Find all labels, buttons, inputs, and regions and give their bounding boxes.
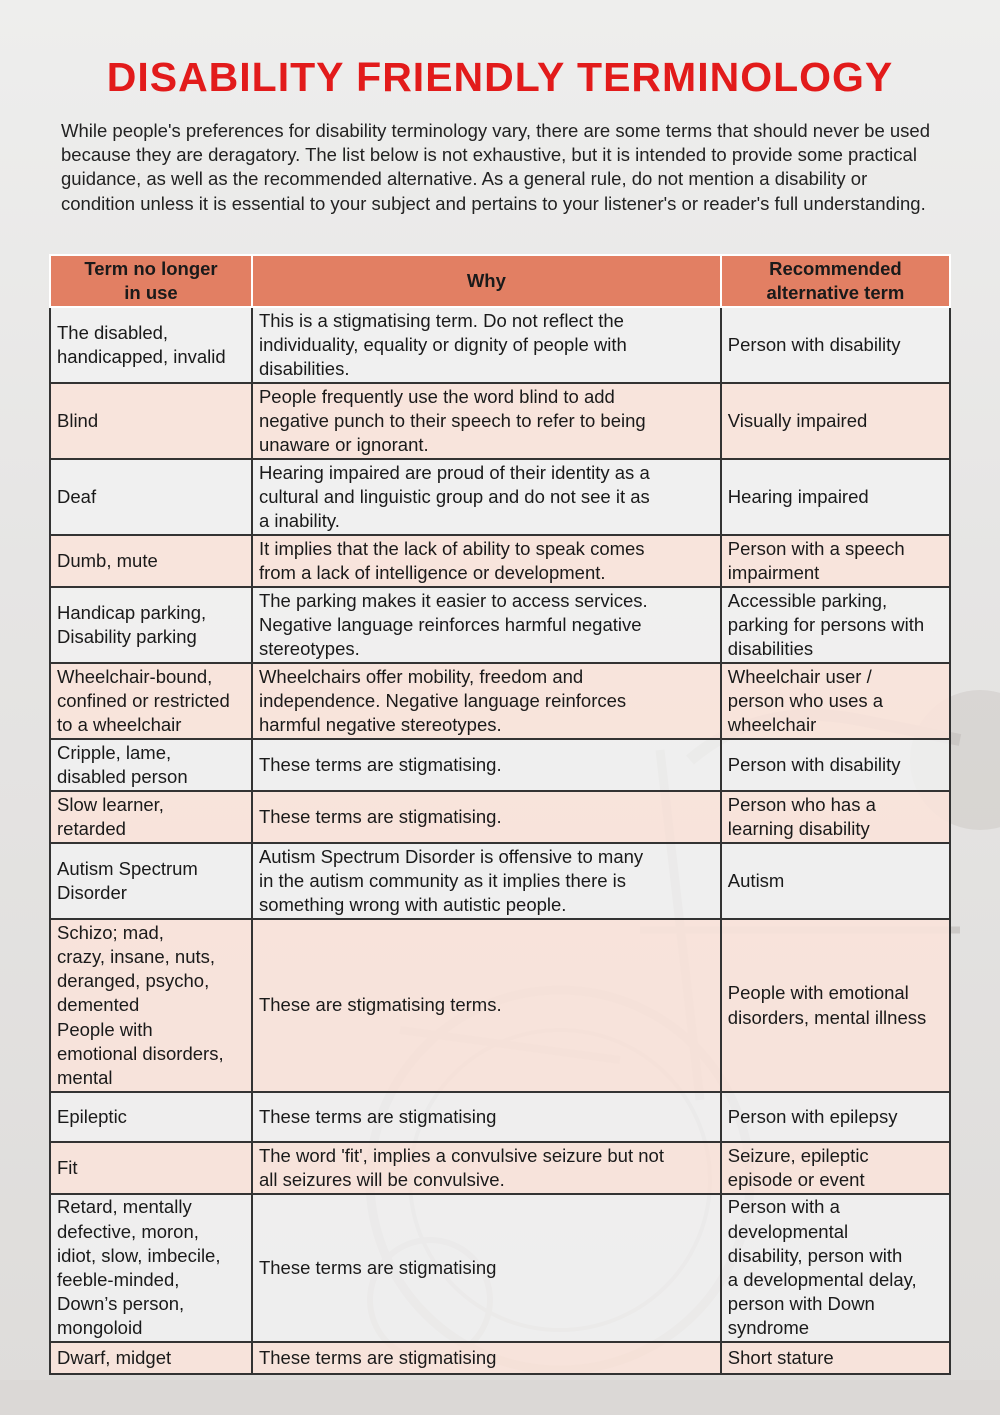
cell-term: Cripple, lame, disabled person — [50, 739, 252, 791]
table-row — [50, 1194, 950, 1342]
table-row — [50, 663, 950, 739]
table-row — [50, 1342, 950, 1374]
table-row — [50, 307, 950, 383]
cell-term: Wheelchair-bound, confined or restricted to a wheelchair — [50, 663, 252, 739]
header-term: Term no longer in use — [50, 255, 252, 307]
table-row — [50, 1092, 950, 1142]
table-row — [50, 1142, 950, 1194]
table-header-row — [50, 255, 950, 307]
cell-alternative: People with emotional disorders, mental illness — [721, 919, 950, 1092]
cell-term: Autism Spectrum Disorder — [50, 843, 252, 919]
table-row — [50, 587, 950, 663]
table-row — [50, 535, 950, 587]
cell-why: These terms are stigmatising. — [252, 791, 721, 843]
cell-why: These terms are stigmatising — [252, 1194, 721, 1342]
cell-alternative: Short stature — [721, 1342, 950, 1374]
cell-term: The disabled, handicapped, invalid — [50, 307, 252, 383]
cell-term: Slow learner, retarded — [50, 791, 252, 843]
cell-why: The word 'fit', implies a convulsive seizure but not all seizures will be convulsive. — [252, 1142, 721, 1194]
cell-alternative: Visually impaired — [721, 383, 950, 459]
cell-term: Deaf — [50, 459, 252, 535]
cell-why: These terms are stigmatising — [252, 1092, 721, 1142]
cell-why: It implies that the lack of ability to speak comes from a lack of intelligence or development. — [252, 535, 721, 587]
cell-why: The parking makes it easier to access services. Negative language reinforces harmful negative stereotypes. — [252, 587, 721, 663]
cell-alternative: Seizure, epileptic episode or event — [721, 1142, 950, 1194]
cell-why: This is a stigmatising term. Do not reflect the individuality, equality or dignity of people with disabilities. — [252, 307, 721, 383]
cell-alternative: Person with epilepsy — [721, 1092, 950, 1142]
header-why: Why — [252, 255, 721, 307]
cell-term: Dwarf, midget — [50, 1342, 252, 1374]
cell-alternative: Hearing impaired — [721, 459, 950, 535]
cell-term: Schizo; mad, crazy, insane, nuts, deranged, psycho, demented People with emotional disorders, mental — [50, 919, 252, 1092]
terminology-table — [49, 254, 951, 1375]
cell-alternative: Person with a developmental disability, person with a developmental delay, person with Down syndrome — [721, 1194, 950, 1342]
cell-why: These terms are stigmatising. — [252, 739, 721, 791]
cell-term: Handicap parking, Disability parking — [50, 587, 252, 663]
cell-why: These terms are stigmatising — [252, 1342, 721, 1374]
cell-why: People frequently use the word blind to add negative punch to their speech to refer to being unaware or ignorant. — [252, 383, 721, 459]
cell-alternative: Accessible parking, parking for persons with disabilities — [721, 587, 950, 663]
cell-term: Epileptic — [50, 1092, 252, 1142]
cell-term: Fit — [50, 1142, 252, 1194]
cell-alternative: Person with disability — [721, 739, 950, 791]
intro-paragraph: While people's preferences for disability terminology vary, there are some terms that should never be used because they are deragatory. The list below is not exhaustive, but it is intended to provide some practical guidance, as well as the recommended alternative. As a general rule, do not mention a disability or condition unless it is essential to your subject and pertains to your listener's or reader's full understanding. — [61, 120, 931, 214]
cell-why: These are stigmatising terms. — [252, 919, 721, 1092]
cell-alternative: Person with a speech impairment — [721, 535, 950, 587]
cell-term: Blind — [50, 383, 252, 459]
cell-alternative: Wheelchair user / person who uses a wheelchair — [721, 663, 950, 739]
table-row — [50, 843, 950, 919]
table-row — [50, 919, 950, 1092]
page-title: DISABILITY FRIENDLY TERMINOLOGY — [106, 54, 894, 100]
header-alternative: Recommended alternative term — [721, 255, 950, 307]
cell-why: Autism Spectrum Disorder is offensive to many in the autism community as it implies there is something wrong with autistic people. — [252, 843, 721, 919]
cell-alternative: Autism — [721, 843, 950, 919]
table-row — [50, 791, 950, 843]
table-row — [50, 459, 950, 535]
cell-alternative: Person who has a learning disability — [721, 791, 950, 843]
cell-term: Retard, mentally defective, moron, idiot, slow, imbecile, feeble-minded, Down’s person, mongoloid — [50, 1194, 252, 1342]
cell-why: Wheelchairs offer mobility, freedom and independence. Negative language reinforces harmful negative stereotypes. — [252, 663, 721, 739]
cell-alternative: Person with disability — [721, 307, 950, 383]
cell-term: Dumb, mute — [50, 535, 252, 587]
table-row — [50, 739, 950, 791]
table-row — [50, 383, 950, 459]
cell-why: Hearing impaired are proud of their identity as a cultural and linguistic group and do not see it as a inability. — [252, 459, 721, 535]
